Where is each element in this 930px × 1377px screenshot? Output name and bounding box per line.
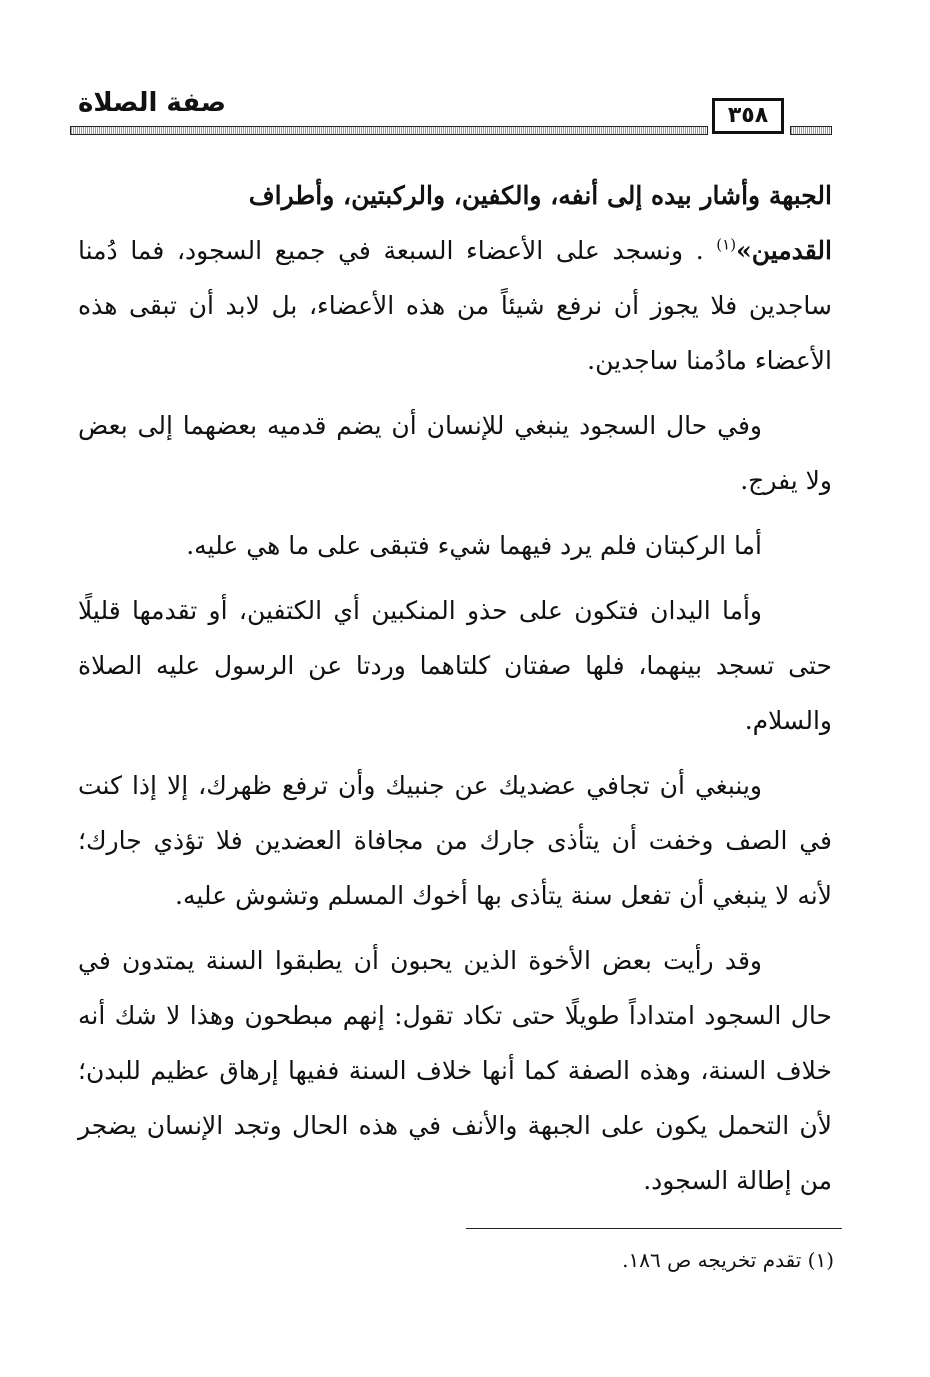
footnote-divider	[466, 1228, 842, 1229]
page-header	[70, 88, 830, 138]
main-text	[78, 168, 832, 1218]
running-title: صفة الصلاة	[78, 88, 227, 118]
paragraph-5: وينبغي أن تجافي عضديك عن جنبيك وأن ترفع ظهرك، إلا إذا كنت في الصف وخفت أن يتأذى جارك من مجافاة العضدين فلا تؤذي جارك؛ لأنه لا ينبغي أن تفعل سنة يتأذى بها أخوك المسلم وتشوش عليه.	[78, 771, 832, 910]
paragraph-1-line-1: الجبهة وأشار بيده إلى أنفه، والكفين، والركبتين، وأطراف	[248, 181, 832, 210]
footnote-reference: (١)	[716, 235, 737, 254]
page-number: ٣٥٨	[712, 98, 784, 134]
footnote: (١) تقدم تخريجه ص ١٨٦.	[622, 1248, 834, 1272]
header-ornament-rule-end	[790, 126, 832, 135]
paragraph-2: وفي حال السجود ينبغي للإنسان أن يضم قدميه بعضهما إلى بعض ولا يفرج.	[78, 411, 832, 495]
paragraph-1-quote-end: القدمين»	[736, 236, 832, 265]
header-ornament-rule	[70, 126, 708, 135]
paragraph-6: وقد رأيت بعض الأخوة الذين يحبون أن يطبقوا السنة يمتدون في حال السجود امتداداً طويلًا حتى تكاد تقول: إنهم مبطحون وهذا لا شك أنه خلاف السنة، وهذه الصفة كما أنها خلاف السنة ففيها إرهاق عظيم للبدن؛ لأن التحمل يكون على الجبهة والأنف في هذه الحال وتجد الإنسان يضجر من إطالة السجود.	[78, 946, 832, 1195]
paragraph-1	[78, 223, 832, 388]
paragraph-4: وأما اليدان فتكون على حذو المنكبين أي الكتفين، أو تقدمها قليلًا حتى تسجد بينهما، فلها صفتان كلتاهما وردتا عن الرسول عليه الصلاة والسلام.	[78, 596, 832, 735]
paragraph-3: أما الركبتان فلم يرد فيهما شيء فتبقى على ما هي عليه.	[186, 531, 762, 560]
paragraph-1-continuation: . ونسجد على الأعضاء السبعة في جميع السجود، فما دُمنا ساجدين فلا يجوز أن نرفع شيئاً من هذه الأعضاء، بل لابد أن تبقى هذه الأعضاء مادُمنا ساجدين.	[78, 236, 832, 375]
